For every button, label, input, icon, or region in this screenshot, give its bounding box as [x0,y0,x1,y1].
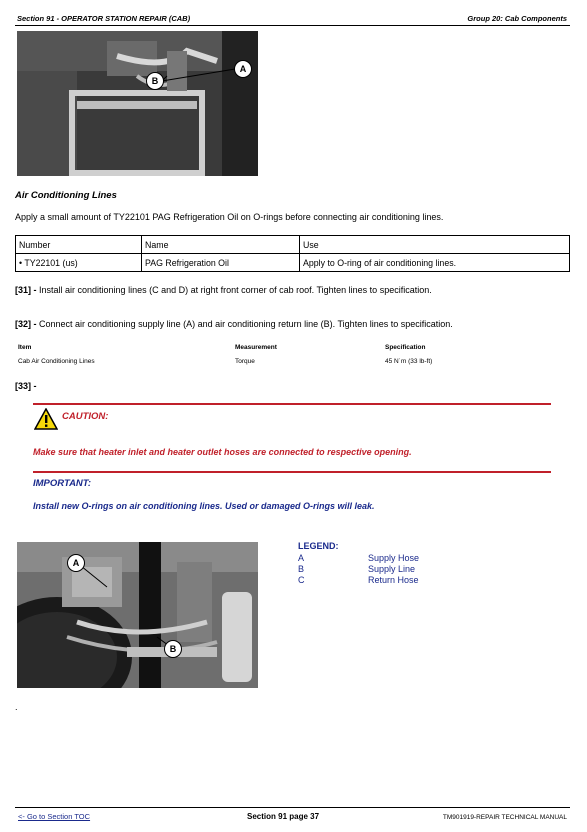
step-text: Connect air conditioning supply line (A) and air conditioning return line (B). Tighten lines to specification. [36,319,453,329]
spec-cell-measurement: Torque [235,358,255,365]
legend-value: Return Hose [368,575,419,585]
tools-table [15,235,570,272]
step-number: [31] - [15,285,37,295]
spec-cell-item: Cab Air Conditioning Lines [18,358,95,365]
table-row [16,254,570,272]
legend-value: Supply Line [368,564,416,574]
legend-value: Supply Hose [368,553,420,563]
table-header-row [16,236,570,254]
callout-b: B [164,640,182,658]
intro-paragraph: Apply a small amount of TY22101 PAG Refrigeration Oil on O-rings before connecting air conditioning lines. [15,212,444,222]
step-text: Install air conditioning lines (C and D) at right front corner of cab roof. Tighten lines to specification. [36,285,432,295]
manual-title: TM901919-REPAIR TECHNICAL MANUAL [442,814,567,821]
stray-mark: . [15,702,18,712]
callout-a: A [67,554,85,572]
caution-text: Make sure that heater inlet and heater outlet hoses are connected to respective opening. [33,447,412,457]
figure-1-illustration [17,31,258,176]
spec-header-item: Item [18,344,32,351]
callout-a: A [234,60,252,78]
caution-top-rule [33,403,551,405]
callout-b: B [146,72,164,90]
legend-title: LEGEND: [298,541,339,551]
footer-divider [15,807,570,808]
section-heading: Air Conditioning Lines [15,190,117,201]
header-group-title: Group 20: Cab Components [467,14,567,23]
table-cell: • TY22101 (us) [16,254,142,272]
table-header-cell: Use [300,236,570,254]
go-to-section-toc-link[interactable]: <- Go to Section TOC [18,812,91,821]
table-header-cell: Name [142,236,300,254]
header-divider [15,25,570,26]
header-section-title: Section 91 - OPERATOR STATION REPAIR (CAB) [17,14,191,23]
step-32 [15,319,453,329]
legend-key: B [298,564,305,574]
spec-header-specification: Specification [385,344,426,351]
page-number: Section 91 page 37 [247,812,320,821]
caution-bottom-rule [33,471,551,473]
figure-2-illustration [17,542,258,688]
legend-key: C [298,575,305,585]
important-text: Install new O-rings on air conditioning lines. Used or damaged O-rings will leak. [33,501,375,511]
figure-2-photo [17,542,258,688]
spec-header-measurement: Measurement [235,344,277,351]
step-33: [33] - [15,381,37,391]
step-31 [15,285,432,295]
caution-label: CAUTION: [62,411,109,422]
step-number: [32] - [15,319,37,329]
table-cell: PAG Refrigeration Oil [142,254,300,272]
legend-key: A [298,553,305,563]
figure-1-photo [17,31,258,176]
spec-cell-specification: 45 N˙m (33 lb-ft) [385,358,433,365]
warning-triangle-icon [34,408,58,430]
important-label: IMPORTANT: [33,478,92,489]
table-cell: Apply to O-ring of air conditioning lines. [300,254,570,272]
table-header-cell: Number [16,236,142,254]
